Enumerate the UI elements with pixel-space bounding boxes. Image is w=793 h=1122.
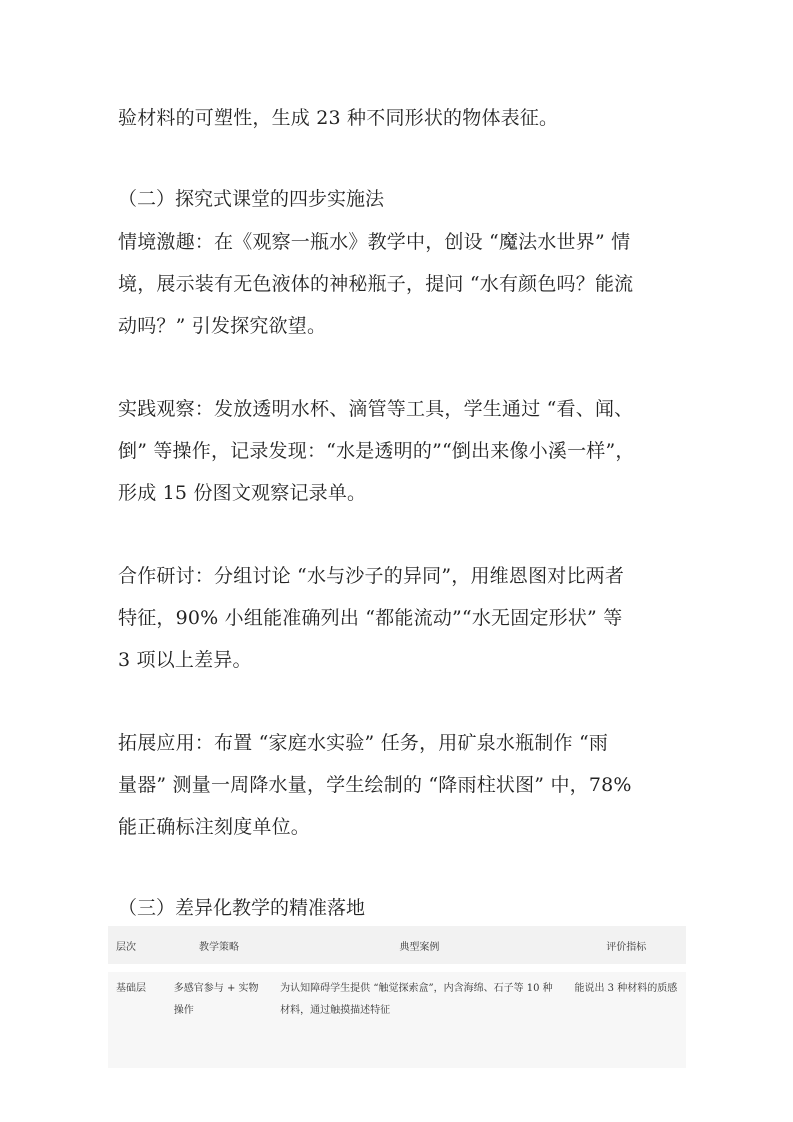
paragraph-line: 验材料的可塑性，生成 23 种不同形状的物体表征。 [118, 107, 559, 129]
step1-line3: 动吗？” 引发探究欲望。 [118, 315, 327, 337]
header-evaluation: 评价指标 [567, 926, 687, 968]
table-row [108, 968, 686, 1068]
section-heading-3: （三）差异化教学的精准落地 [118, 897, 366, 919]
step3-line2: 特征，90% 小组能准确列出 “都能流动”“水无固定形状” 等 [118, 607, 623, 629]
table-header-row [108, 926, 686, 968]
step3-line1: 合作研讨：分组讨论 “水与沙子的异同”，用维恩图对比两者 [118, 565, 625, 587]
header-level: 层次 [108, 926, 166, 968]
differentiation-table [108, 926, 686, 1068]
step4-line3: 能正确标注刻度单位。 [118, 816, 311, 838]
cell-level: 基础层 [108, 968, 166, 1068]
section-heading-2: （二）探究式课堂的四步实施法 [118, 188, 385, 210]
header-case: 典型案例 [272, 926, 566, 968]
cell-case: 为认知障碍学生提供 “触觉探索盒”，内含海绵、石子等 10 种材料，通过触摸描述特征 [272, 968, 566, 1068]
step1-line1: 情境激趣：在《观察一瓶水》教学中，创设 “魔法水世界” 情 [118, 231, 631, 253]
step1-line2: 境，展示装有无色液体的神秘瓶子，提问 “水有颜色吗？能流 [118, 273, 634, 295]
step4-line1: 拓展应用：布置 “家庭水实验” 任务，用矿泉水瓶制作 “雨 [118, 732, 609, 754]
step2-line2: 倒” 等操作，记录发现：“水是透明的”“倒出来像小溪一样”， [118, 440, 635, 462]
cell-strategy: 多感官参与 + 实物操作 [166, 968, 272, 1068]
step3-line3: 3 项以上差异。 [118, 649, 252, 671]
step2-line1: 实践观察：发放透明水杯、滴管等工具，学生通过 “看、闻、 [118, 398, 634, 420]
step4-line2: 量器” 测量一周降水量，学生绘制的 “降雨柱状图” 中，78% [118, 774, 632, 796]
cell-evaluation: 能说出 3 种材料的质感 [567, 968, 687, 1068]
step2-line3: 形成 15 份图文观察记录单。 [118, 482, 367, 504]
header-strategy: 教学策略 [166, 926, 272, 968]
